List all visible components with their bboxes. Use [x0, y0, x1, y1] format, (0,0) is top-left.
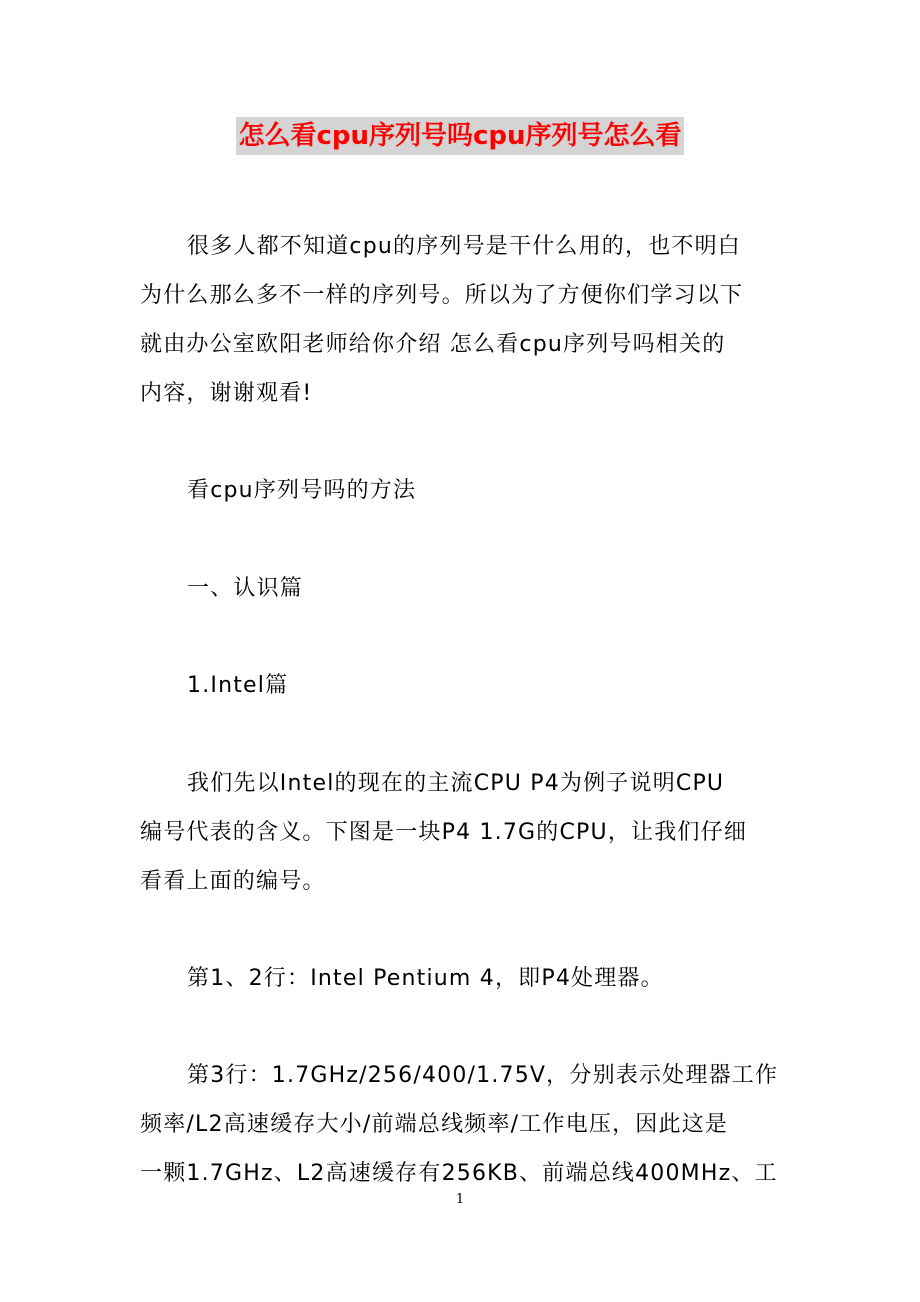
paragraph-line: 看看上面的编号。	[140, 869, 326, 894]
paragraph-line: 就由办公室欧阳老师给你介绍 怎么看cpu序列号吗相关的	[140, 332, 726, 357]
paragraph-line: 1.Intel篇	[187, 673, 289, 698]
paragraph-line: 我们先以Intel的现在的主流CPU P4为例子说明CPU	[187, 771, 725, 796]
paragraph-line: 看cpu序列号吗的方法	[187, 478, 417, 503]
paragraph-line-1-2	[140, 954, 780, 1003]
paragraph-line: 很多人都不知道cpu的序列号是干什么用的，也不明白	[187, 234, 742, 259]
paragraph-line: 第3行：1.7GHz/256/400/1.75V，分别表示处理器工作	[187, 1063, 779, 1088]
paragraph-line: 为什么那么多不一样的序列号。所以为了方便你们学习以下	[140, 283, 744, 308]
paragraph-line: 一颗1.7GHz、L2高速缓存有256KB、前端总线400MHz、工	[140, 1161, 778, 1186]
document-title: 怎么看cpu序列号吗cpu序列号怎么看	[236, 117, 683, 155]
paragraph-p4-example	[140, 759, 780, 906]
paragraph-line-3	[140, 1051, 780, 1198]
paragraph-intro	[140, 222, 780, 418]
paragraph-line: 编号代表的含义。下图是一块P4 1.7G的CPU，让我们仔细	[140, 820, 748, 845]
paragraph-line: 内容，谢谢观看!	[140, 381, 313, 406]
section-heading-intel	[140, 661, 780, 710]
paragraph-line: 第1、2行：Intel Pentium 4，即P4处理器。	[187, 966, 664, 991]
paragraph-line: 一、认识篇	[187, 576, 304, 601]
section-heading-recognition	[140, 564, 780, 613]
page-number: 1	[455, 1192, 465, 1207]
paragraph-line: 频率/L2高速缓存大小/前端总线频率/工作电压，因此这是	[140, 1112, 729, 1137]
title-container	[0, 117, 920, 155]
section-heading-method	[140, 466, 780, 515]
